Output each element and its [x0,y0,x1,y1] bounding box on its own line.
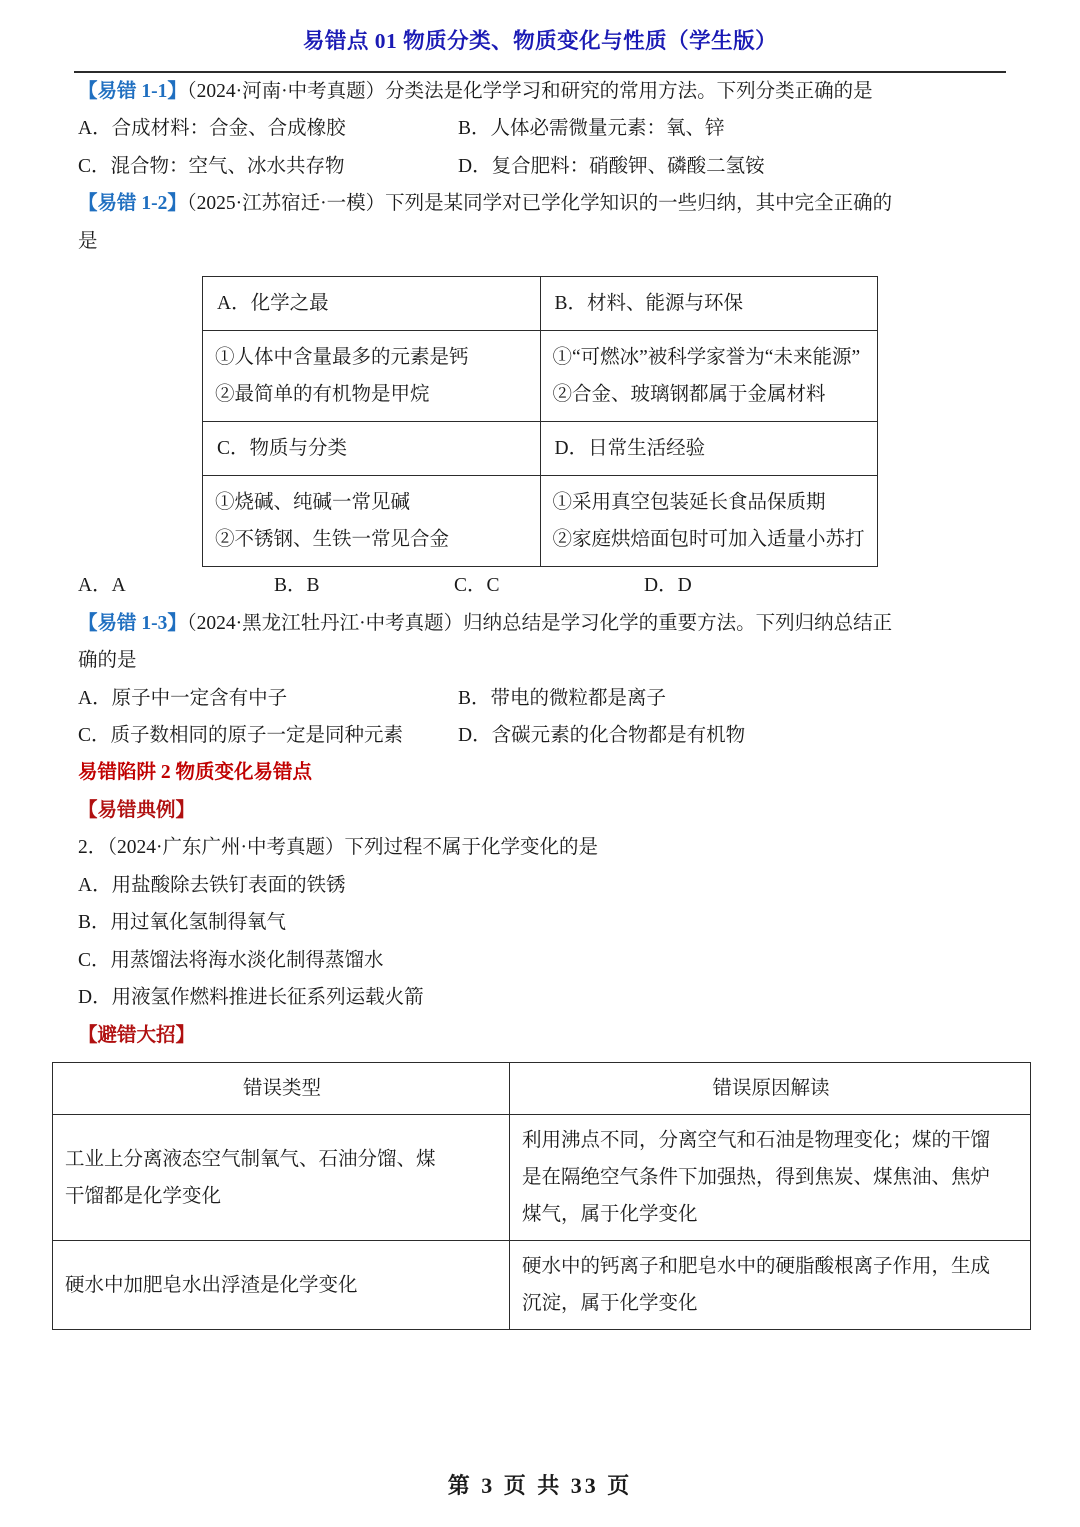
grid-cell-d-line1: ①采用真空包装延长食品保质期 [552,492,826,514]
explain-header-type: 错误类型 [53,1062,510,1114]
question-1-2-text: （2025·江苏宿迁·一模）下列是某同学对已学化学知识的一些归纳，其中完全正确的 [186,193,893,215]
grid-cell-d-line2: ②家庭烘焙面包时可加入适量小苏打 [552,529,865,551]
grid-cell-c-line2: ②不锈钢、生铁一常见合金 [215,529,450,551]
question-1-1-options-row-2 [78,148,1006,185]
option-1-3-b[interactable]: B．带电的微粒都是离子 [458,687,667,709]
grid-header-d: D．日常生活经验 [540,422,878,476]
question-1-3-stem [78,605,1006,642]
page-footer: 第 3 页 共 33 页 [447,1473,633,1498]
explain-row-1-reason-l2: 是在隔绝空气条件下加强热，得到焦炭、煤焦油、焦炉 [522,1167,991,1189]
option-1-1-c[interactable]: C．混合物：空气、冰水共存物 [78,155,345,177]
question-1-1-text: （2024·河南·中考真题）分类法是化学学习和研究的常用方法。下列分类正确的是 [186,80,873,102]
option-1-2-c[interactable]: C．C [454,575,500,597]
grid-cell-c [203,476,541,567]
explanation-table [52,1062,1031,1330]
explain-row-2-type [53,1241,510,1330]
trap-option-d[interactable]: D．用液氢作燃料推进长征系列运载火箭 [78,987,424,1009]
document-content [0,73,1080,1054]
trap-example-stem [78,829,1006,866]
option-1-3-d[interactable]: D．含碳元素的化合物都是有机物 [458,725,746,747]
explain-row-2-type-l1: 硬水中加肥皂水出浮渣是化学变化 [65,1274,358,1296]
table-row [203,276,878,330]
grid-header-b: B．材料、能源与环保 [540,276,878,330]
explain-row-2-reason [510,1241,1031,1330]
trap-option-c[interactable]: C．用蒸馏法将海水淡化制得蒸馏水 [78,949,384,971]
question-1-3-options-row-2 [78,717,1006,754]
explain-table-wrap [0,1062,1080,1330]
question-1-1-options-row-1 [78,110,1006,147]
explain-row-1-reason [510,1115,1031,1241]
table-row [53,1241,1031,1330]
question-1-2-stem [78,185,1006,222]
grid-cell-a [203,331,541,422]
question-1-3-tag: 【易错 1-3】 [78,612,187,634]
explain-header-reason: 错误原因解读 [510,1062,1031,1114]
option-1-3-a[interactable]: A．原子中一定含有中子 [78,687,288,709]
page-title: 易错点 01 物质分类、物质变化与性质（学生版） [302,29,778,53]
option-1-3-c[interactable]: C．质子数相同的原子一定是同种元素 [78,725,404,747]
explain-row-1-reason-l3: 煤气，属于化学变化 [522,1204,698,1226]
grid-header-c: C．物质与分类 [203,422,541,476]
table-row [203,422,878,476]
question-1-3-text: （2024·黑龙江牡丹江·中考真题）归纳总结是学习化学的重要方法。下列归纳总结正 [186,612,893,634]
table-row [53,1062,1031,1114]
trap-option-b[interactable]: B．用过氧化氢制得氧气 [78,912,287,934]
grid-header-a: A．化学之最 [203,276,541,330]
grid-cell-b-line1: ①“可燃冰”被科学家誉为“未来能源” [552,347,861,369]
table-row [53,1115,1031,1241]
trap-example-label: 【易错典例】 [78,799,196,821]
explain-row-1-type [53,1115,510,1241]
question-1-1-stem [78,73,1006,110]
option-1-1-b[interactable]: B．人体必需微量元素：氧、锌 [458,118,725,140]
question-1-1-tag: 【易错 1-1】 [78,80,187,102]
trap-section-heading: 易错陷阱 2 物质变化易错点 [78,762,313,784]
question-1-2-stem-cont: 是 [78,230,98,252]
table-row [203,331,878,422]
question-1-3-stem-cont: 确的是 [78,650,137,672]
option-1-1-d[interactable]: D．复合肥料：硝酸钾、磷酸二氢铵 [458,155,765,177]
comparison-table [202,276,878,567]
trap-option-a[interactable]: A．用盐酸除去铁钉表面的铁锈 [78,874,346,896]
question-1-2-tag: 【易错 1-2】 [78,193,187,215]
option-1-2-d[interactable]: D．D [644,575,692,597]
trap-tips-label: 【避错大招】 [78,1024,196,1046]
option-1-1-a[interactable]: A．合成材料：合金、合成橡胶 [78,118,346,140]
grid-cell-b-line2: ②合金、玻璃钢都属于金属材料 [552,384,826,406]
option-1-2-a[interactable]: A．A [78,575,126,597]
explain-row-1-type-l2: 干馏都是化学变化 [65,1185,222,1207]
table-row [203,476,878,567]
trap-example-text: （2024·广东广州·中考真题）下列过程不属于化学变化的是 [107,837,599,859]
grid-cell-b [540,331,878,422]
trap-example-number: 2． [78,837,108,859]
question-1-2-options-row [78,567,1006,604]
explain-row-2-reason-l2: 沉淀，属于化学变化 [522,1293,698,1315]
grid-cell-c-line1: ①烧碱、纯碱一常见碱 [215,492,411,514]
grid-cell-d [540,476,878,567]
explain-row-1-type-l1: 工业上分离液态空气制氧气、石油分馏、煤 [65,1148,436,1170]
grid-cell-a-line2: ②最简单的有机物是甲烷 [215,384,430,406]
explain-row-2-reason-l1: 硬水中的钙离子和肥皂水中的硬脂酸根离子作用，生成 [522,1256,991,1278]
question-1-3-options-row-1 [78,680,1006,717]
explain-row-1-reason-l1: 利用沸点不同，分离空气和石油是物理变化；煤的干馏 [522,1130,991,1151]
option-1-2-b[interactable]: B．B [274,575,320,597]
grid-cell-a-line1: ①人体中含量最多的元素是钙 [215,347,469,369]
